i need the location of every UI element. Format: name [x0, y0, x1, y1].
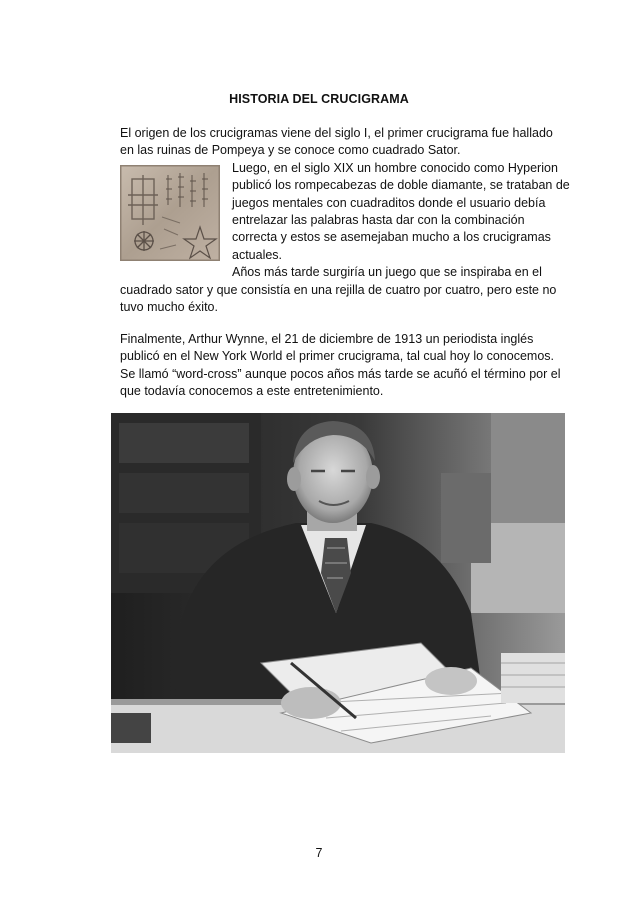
- text-line: Se llamó “word-cross” aunque pocos años más tarde se acuñó el término por el: [120, 366, 561, 381]
- text-line: Años más tarde surgiría un juego que se inspiraba en el: [232, 265, 542, 280]
- text-line: en las ruinas de Pompeya y se conoce como cuadrado Sator.: [120, 143, 461, 158]
- page-number: 7: [315, 846, 323, 860]
- text-line: juegos mentales con cuadraditos donde el usuario debía: [232, 195, 546, 210]
- text-line: cuadrado sator y que consistía en una rejilla de cuatro por cuatro, pero este no: [120, 282, 557, 297]
- text-line: El origen de los crucigramas viene del siglo I, el primer crucigrama fue hallado: [120, 126, 553, 140]
- text-line: Finalmente, Arthur Wynne, el 21 de diciembre de 1913 un periodista inglés: [120, 332, 534, 346]
- text-line: publicó los rompecabezas de doble diamante, se trataban de: [232, 178, 570, 193]
- text-line: Luego, en el siglo XIX un hombre conocido como Hyperion: [232, 160, 558, 175]
- text-line: tuvo mucho éxito.: [120, 300, 218, 314]
- arthur-wynne-photo: [111, 413, 565, 753]
- text-line: que todavía conocemos a este entretenimiento.: [120, 384, 384, 399]
- text-line: entrelazar las palabras hasta dar con la combinación: [232, 213, 525, 227]
- text-line: publicó en el New York World el primer crucigrama, tal cual hoy lo conocemos.: [120, 349, 554, 364]
- text-line: actuales.: [232, 247, 283, 262]
- text-line: correcta y estos se asemejaban mucho a los crucigramas: [232, 230, 551, 245]
- sator-square-image: [120, 165, 220, 261]
- page-title: HISTORIA DEL CRUCIGRAMA: [229, 92, 409, 106]
